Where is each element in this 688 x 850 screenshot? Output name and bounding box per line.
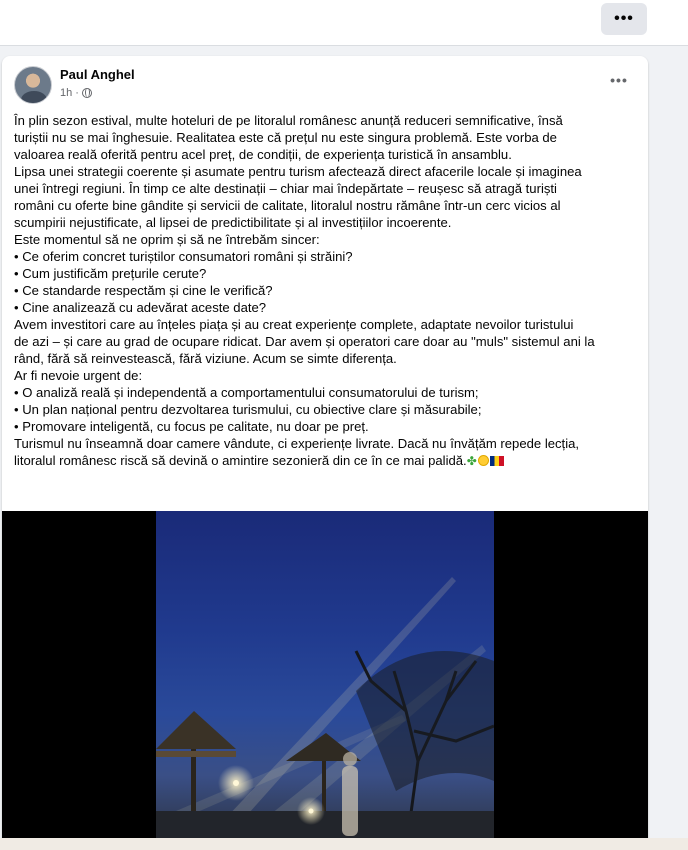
post-line: unei întregi regiuni. În timp ce alte destinații – chiar mai îndepărtate – reușesc să atragă turiști: [14, 181, 557, 196]
post-last-line: [14, 452, 640, 470]
top-bar: [0, 0, 688, 46]
post-meta: [60, 87, 92, 99]
post-line: de azi – și care au grad de ocupare ridicat. Dar avem și operatori care doar au "muls" sistemul ani la: [14, 334, 595, 349]
sun-icon: [478, 455, 489, 466]
post-more-button[interactable]: •••: [610, 72, 628, 88]
post-line: Lipsa unei strategii coerente și asumate pentru turism afectează direct afacerile locale și imaginea: [14, 164, 582, 179]
post-line: Avem investitori care au înțeles piața și au creat experiențe complete, adaptate nevoilor turistului: [14, 317, 574, 332]
post-line: • Ce standarde respectăm și cine le verifică?: [14, 283, 273, 298]
post-line: În plin sezon estival, multe hoteluri de pe litoralul românesc anunță reduceri semnificative, însă: [14, 113, 563, 128]
post-card: [2, 56, 648, 850]
post-line: • O analiză reală și independentă a comportamentului consumatorului de turism;: [14, 385, 479, 400]
post-line: români cu oferte bine gândite și servicii de calitate, litoralul nostru rămâne într-un cerc vicios al: [14, 198, 561, 213]
post-author[interactable]: Paul Anghel: [60, 67, 135, 82]
post-line: Turismul nu înseamnă doar camere vândute, ci experiențe livrate. Dacă nu învățăm repede lecția,: [14, 436, 580, 451]
post-line: turiștii nu se mai înghesuie. Realitatea este că prețul nu este singura problemă. Este vorba de: [14, 130, 557, 145]
post-line: rând, fără să reinvestească, fără viziune. Acum se simte diferența.: [14, 351, 397, 366]
bottom-strip: [0, 838, 688, 850]
post-line: valoarea reală oferită pentru acel preț, de condiții, de experiența turistică în ansamblu.: [14, 147, 512, 162]
post-line: • Cine analizează cu adevărat aceste date?: [14, 300, 267, 315]
post-line: • Un plan național pentru dezvoltarea turismului, cu obiective clare și măsurabile;: [14, 402, 482, 417]
more-options-button[interactable]: [601, 3, 647, 35]
clover-icon: ✤: [466, 454, 477, 468]
post-line: Este momentul să ne oprim și să ne întrebăm sincer:: [14, 232, 320, 247]
avatar[interactable]: [14, 66, 52, 104]
post-line: • Ce oferim concret turiștilor consumatori români și străini?: [14, 249, 353, 264]
ellipsis-icon: •••: [614, 10, 634, 27]
post-photo[interactable]: [156, 511, 494, 850]
post-line: scumpirii nejustificate, al lipsei de predictibilitate și al investițiilor incoerente.: [14, 215, 452, 230]
romania-flag-icon: [490, 456, 504, 466]
meta-separator: ·: [75, 87, 79, 99]
post-media[interactable]: [2, 511, 648, 850]
post-line: • Cum justificăm prețurile cerute?: [14, 266, 207, 281]
post-time[interactable]: 1h: [60, 87, 73, 99]
avatar-figure: [21, 91, 47, 104]
night-scene-illustration: [156, 511, 494, 850]
post-line: • Promovare inteligentă, cu focus pe calitate, nu doar pe preț.: [14, 419, 369, 434]
post-text: [14, 112, 640, 470]
post-line: Ar fi nevoie urgent de:: [14, 368, 143, 383]
globe-icon[interactable]: [82, 88, 92, 98]
post-last-line-text: litoralul românesc riscă să devină o amintire sezonieră din ce în ce mai palidă.: [14, 453, 467, 468]
